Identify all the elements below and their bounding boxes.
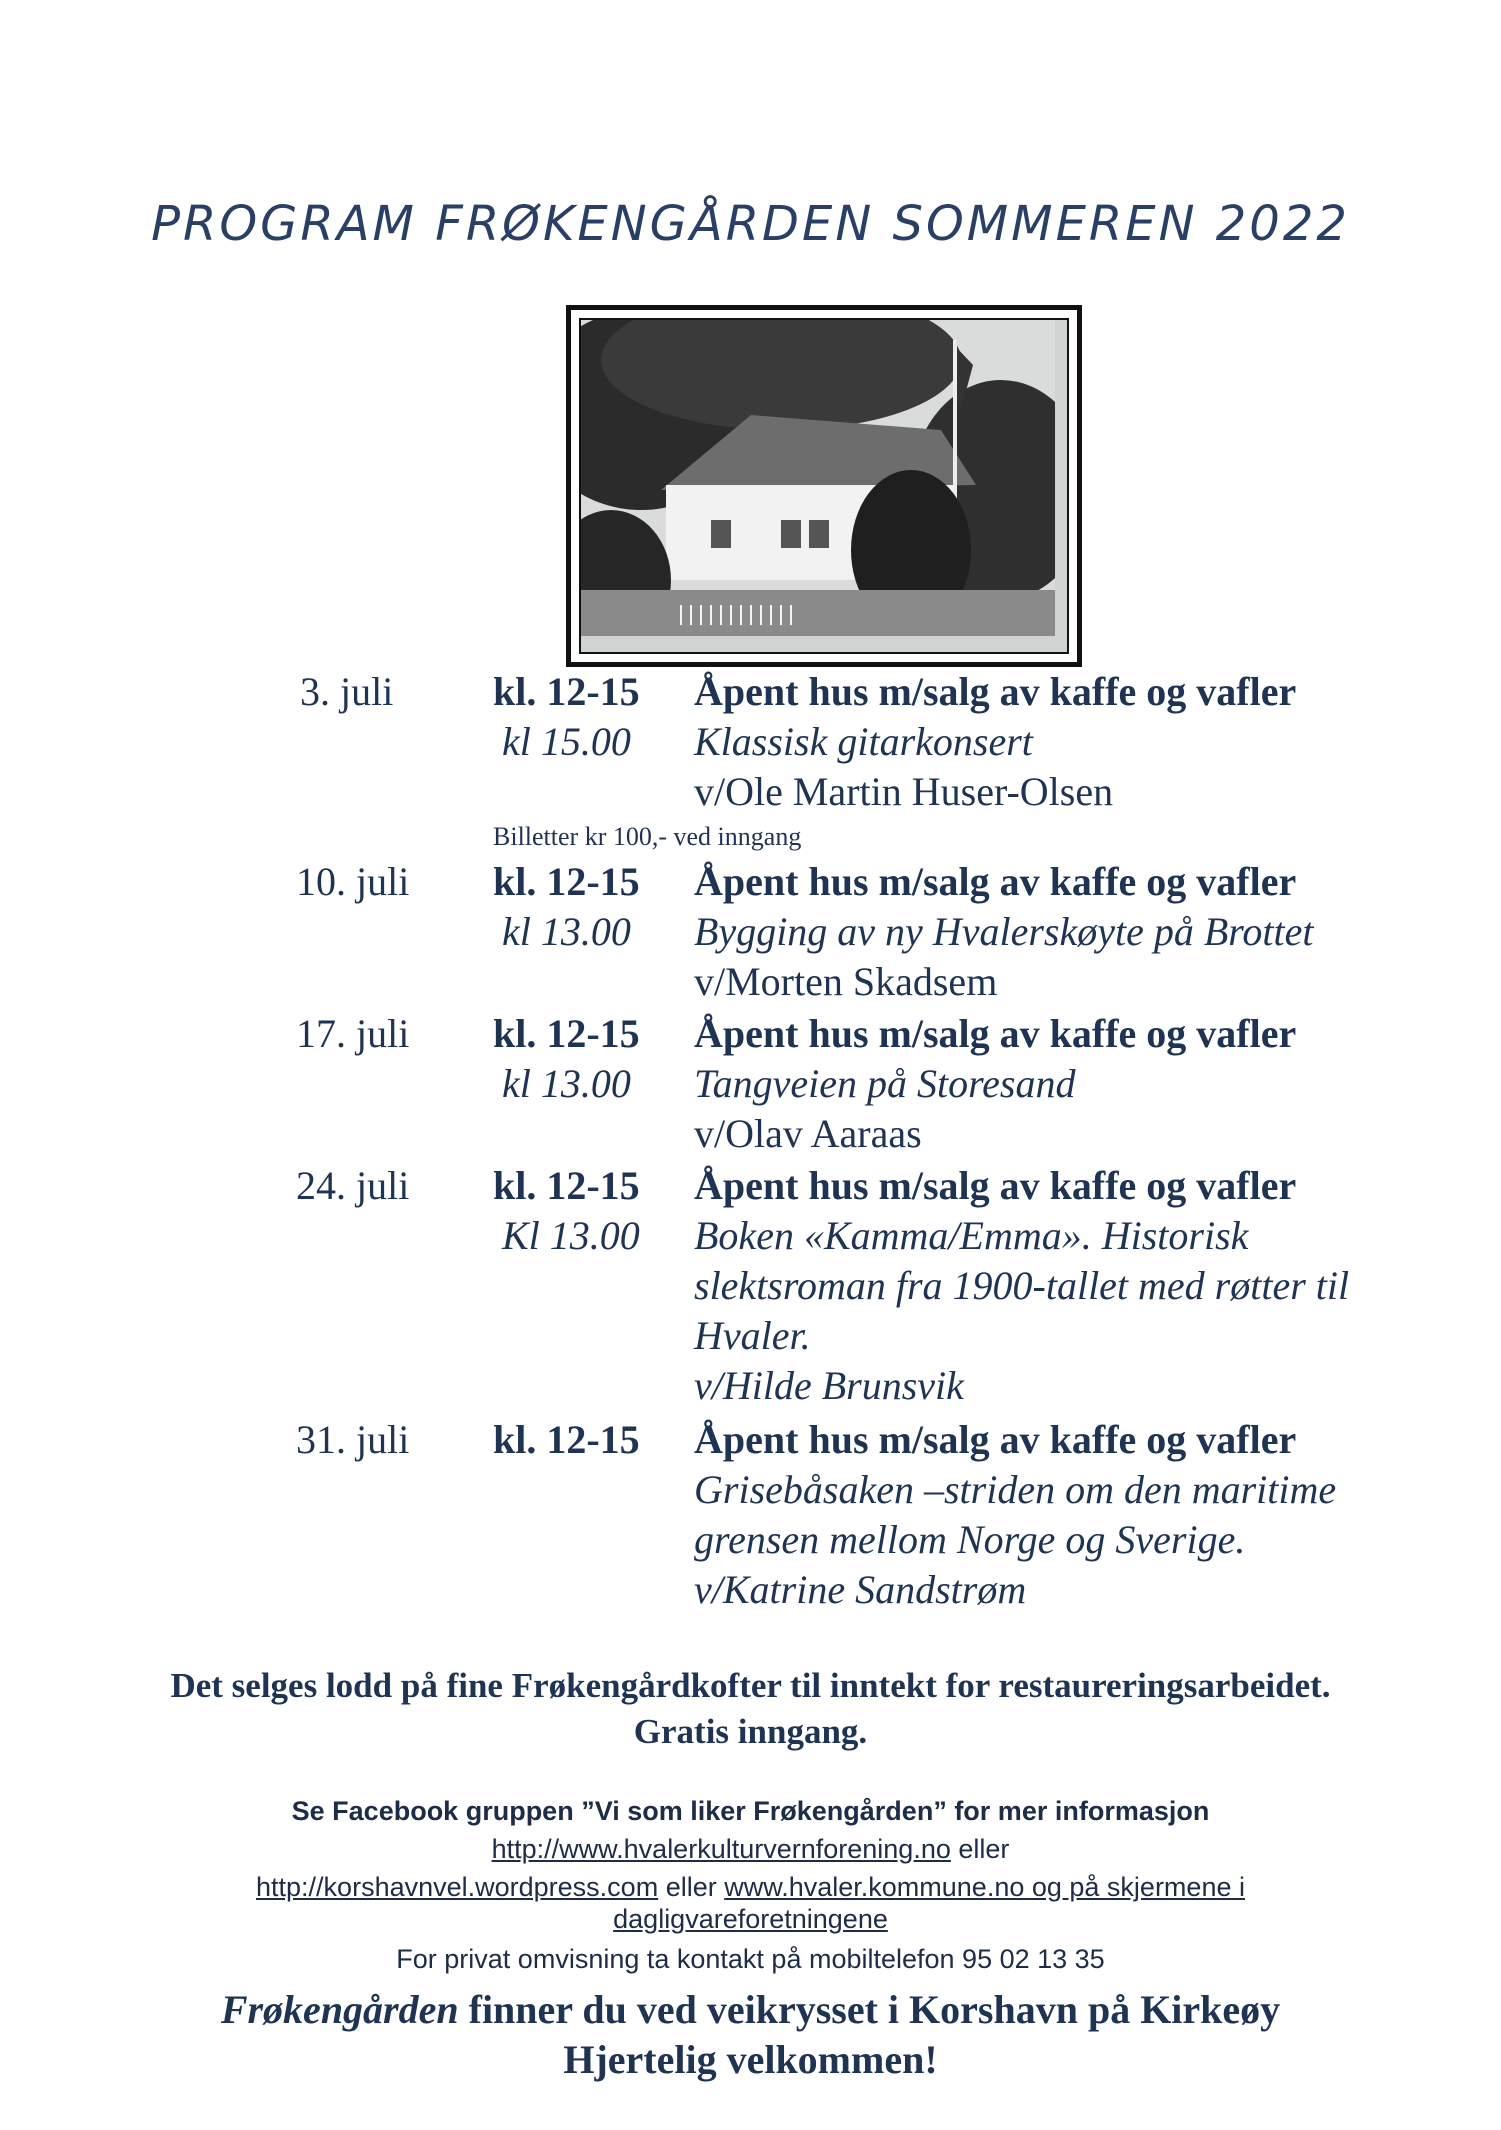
talk-title: Bygging av ny Hvalerskøyte på Brottet bbox=[694, 909, 1314, 954]
welcome-text: Hjertelig velkommen! bbox=[563, 2037, 938, 2082]
page-title: PROGRAM FRØKENGÅRDEN SOMMEREN 2022 bbox=[151, 196, 1350, 252]
talk-title-continued: Hvaler. bbox=[694, 1313, 811, 1358]
speaker: v/Morten Skadsem bbox=[694, 959, 998, 1004]
talk-title: Boken «Kamma/Emma». Historisk bbox=[694, 1213, 1249, 1258]
speaker: v/Katrine Sandstrøm bbox=[694, 1567, 1027, 1612]
talk-title-continued: slektsroman fra 1900-tallet med røtter til bbox=[694, 1263, 1350, 1308]
talk-time: Kl 13.00 bbox=[502, 1213, 640, 1258]
eller-text: eller bbox=[658, 1872, 725, 1902]
link-line-3 bbox=[0, 1904, 1501, 1935]
location-text: finner du ved veikrysset i Korshavn på Kirkeøy bbox=[458, 1987, 1281, 2032]
free-entry-note: Gratis inngang. bbox=[633, 1712, 868, 1751]
open-time: kl. 12-15 bbox=[493, 1417, 640, 1462]
eller-text: eller bbox=[950, 1834, 1010, 1864]
link-line-2 bbox=[0, 1872, 1501, 1903]
event-date: 31. juli bbox=[296, 1417, 410, 1462]
open-house-text: Åpent hus m/salg av kaffe og vafler bbox=[694, 1417, 1297, 1462]
place-name: Frøkengården bbox=[220, 1987, 459, 2032]
speaker: v/Ole Martin Huser-Olsen bbox=[694, 769, 1114, 814]
talk-title: Grisebåsaken –striden om den maritime bbox=[694, 1467, 1337, 1512]
link-line-1 bbox=[0, 1834, 1501, 1865]
open-house-text: Åpent hus m/salg av kaffe og vafler bbox=[694, 669, 1297, 714]
event-date: 17. juli bbox=[296, 1011, 410, 1056]
location-line bbox=[0, 1986, 1501, 2033]
talk-time: kl 13.00 bbox=[502, 1061, 631, 1106]
speaker: v/Olav Aaraas bbox=[694, 1111, 922, 1156]
talk-title: Tangveien på Storesand bbox=[694, 1061, 1076, 1106]
open-time: kl. 12-15 bbox=[493, 669, 640, 714]
korshavnvel-link[interactable]: http://korshavnvel.wordpress.com bbox=[256, 1872, 659, 1902]
talk-time: kl 15.00 bbox=[502, 719, 631, 764]
open-time: kl. 12-15 bbox=[493, 1163, 640, 1208]
house-illustration bbox=[581, 320, 1055, 636]
event-date: 3. juli bbox=[300, 669, 394, 714]
open-house-text: Åpent hus m/salg av kaffe og vafler bbox=[694, 1011, 1297, 1056]
ticket-note: Billetter kr 100,- ved inngang bbox=[493, 822, 802, 851]
open-house-text: Åpent hus m/salg av kaffe og vafler bbox=[694, 859, 1297, 904]
contact-info: For privat omvisning ta kontakt på mobiltelefon 95 02 13 35 bbox=[396, 1944, 1105, 1974]
open-time: kl. 12-15 bbox=[493, 859, 640, 904]
hvaler-kommune-link[interactable]: www.hvaler.kommune.no og på skjermene i bbox=[724, 1872, 1245, 1902]
raffle-note: Det selges lodd på fine Frøkengårdkofter til inntekt for restaureringsarbeidet. bbox=[170, 1666, 1331, 1705]
open-house-text: Åpent hus m/salg av kaffe og vafler bbox=[694, 1163, 1297, 1208]
facebook-info: Se Facebook gruppen ”Vi som liker Frøkengården” for mer informasjon bbox=[291, 1796, 1210, 1826]
house-photo bbox=[566, 305, 1082, 667]
dagligvare-text: dagligvareforetningene bbox=[613, 1904, 888, 1934]
talk-time: kl 13.00 bbox=[502, 909, 631, 954]
event-date: 10. juli bbox=[296, 859, 410, 904]
talk-title: Klassisk gitarkonsert bbox=[694, 719, 1033, 764]
speaker: v/Hilde Brunsvik bbox=[694, 1363, 964, 1408]
hvalerkulturvern-link[interactable]: http://www.hvalerkulturvernforening.no bbox=[491, 1834, 951, 1864]
photo-image bbox=[579, 318, 1069, 654]
talk-title-continued: grensen mellom Norge og Sverige. bbox=[694, 1517, 1246, 1562]
event-date: 24. juli bbox=[296, 1163, 410, 1208]
open-time: kl. 12-15 bbox=[493, 1011, 640, 1056]
